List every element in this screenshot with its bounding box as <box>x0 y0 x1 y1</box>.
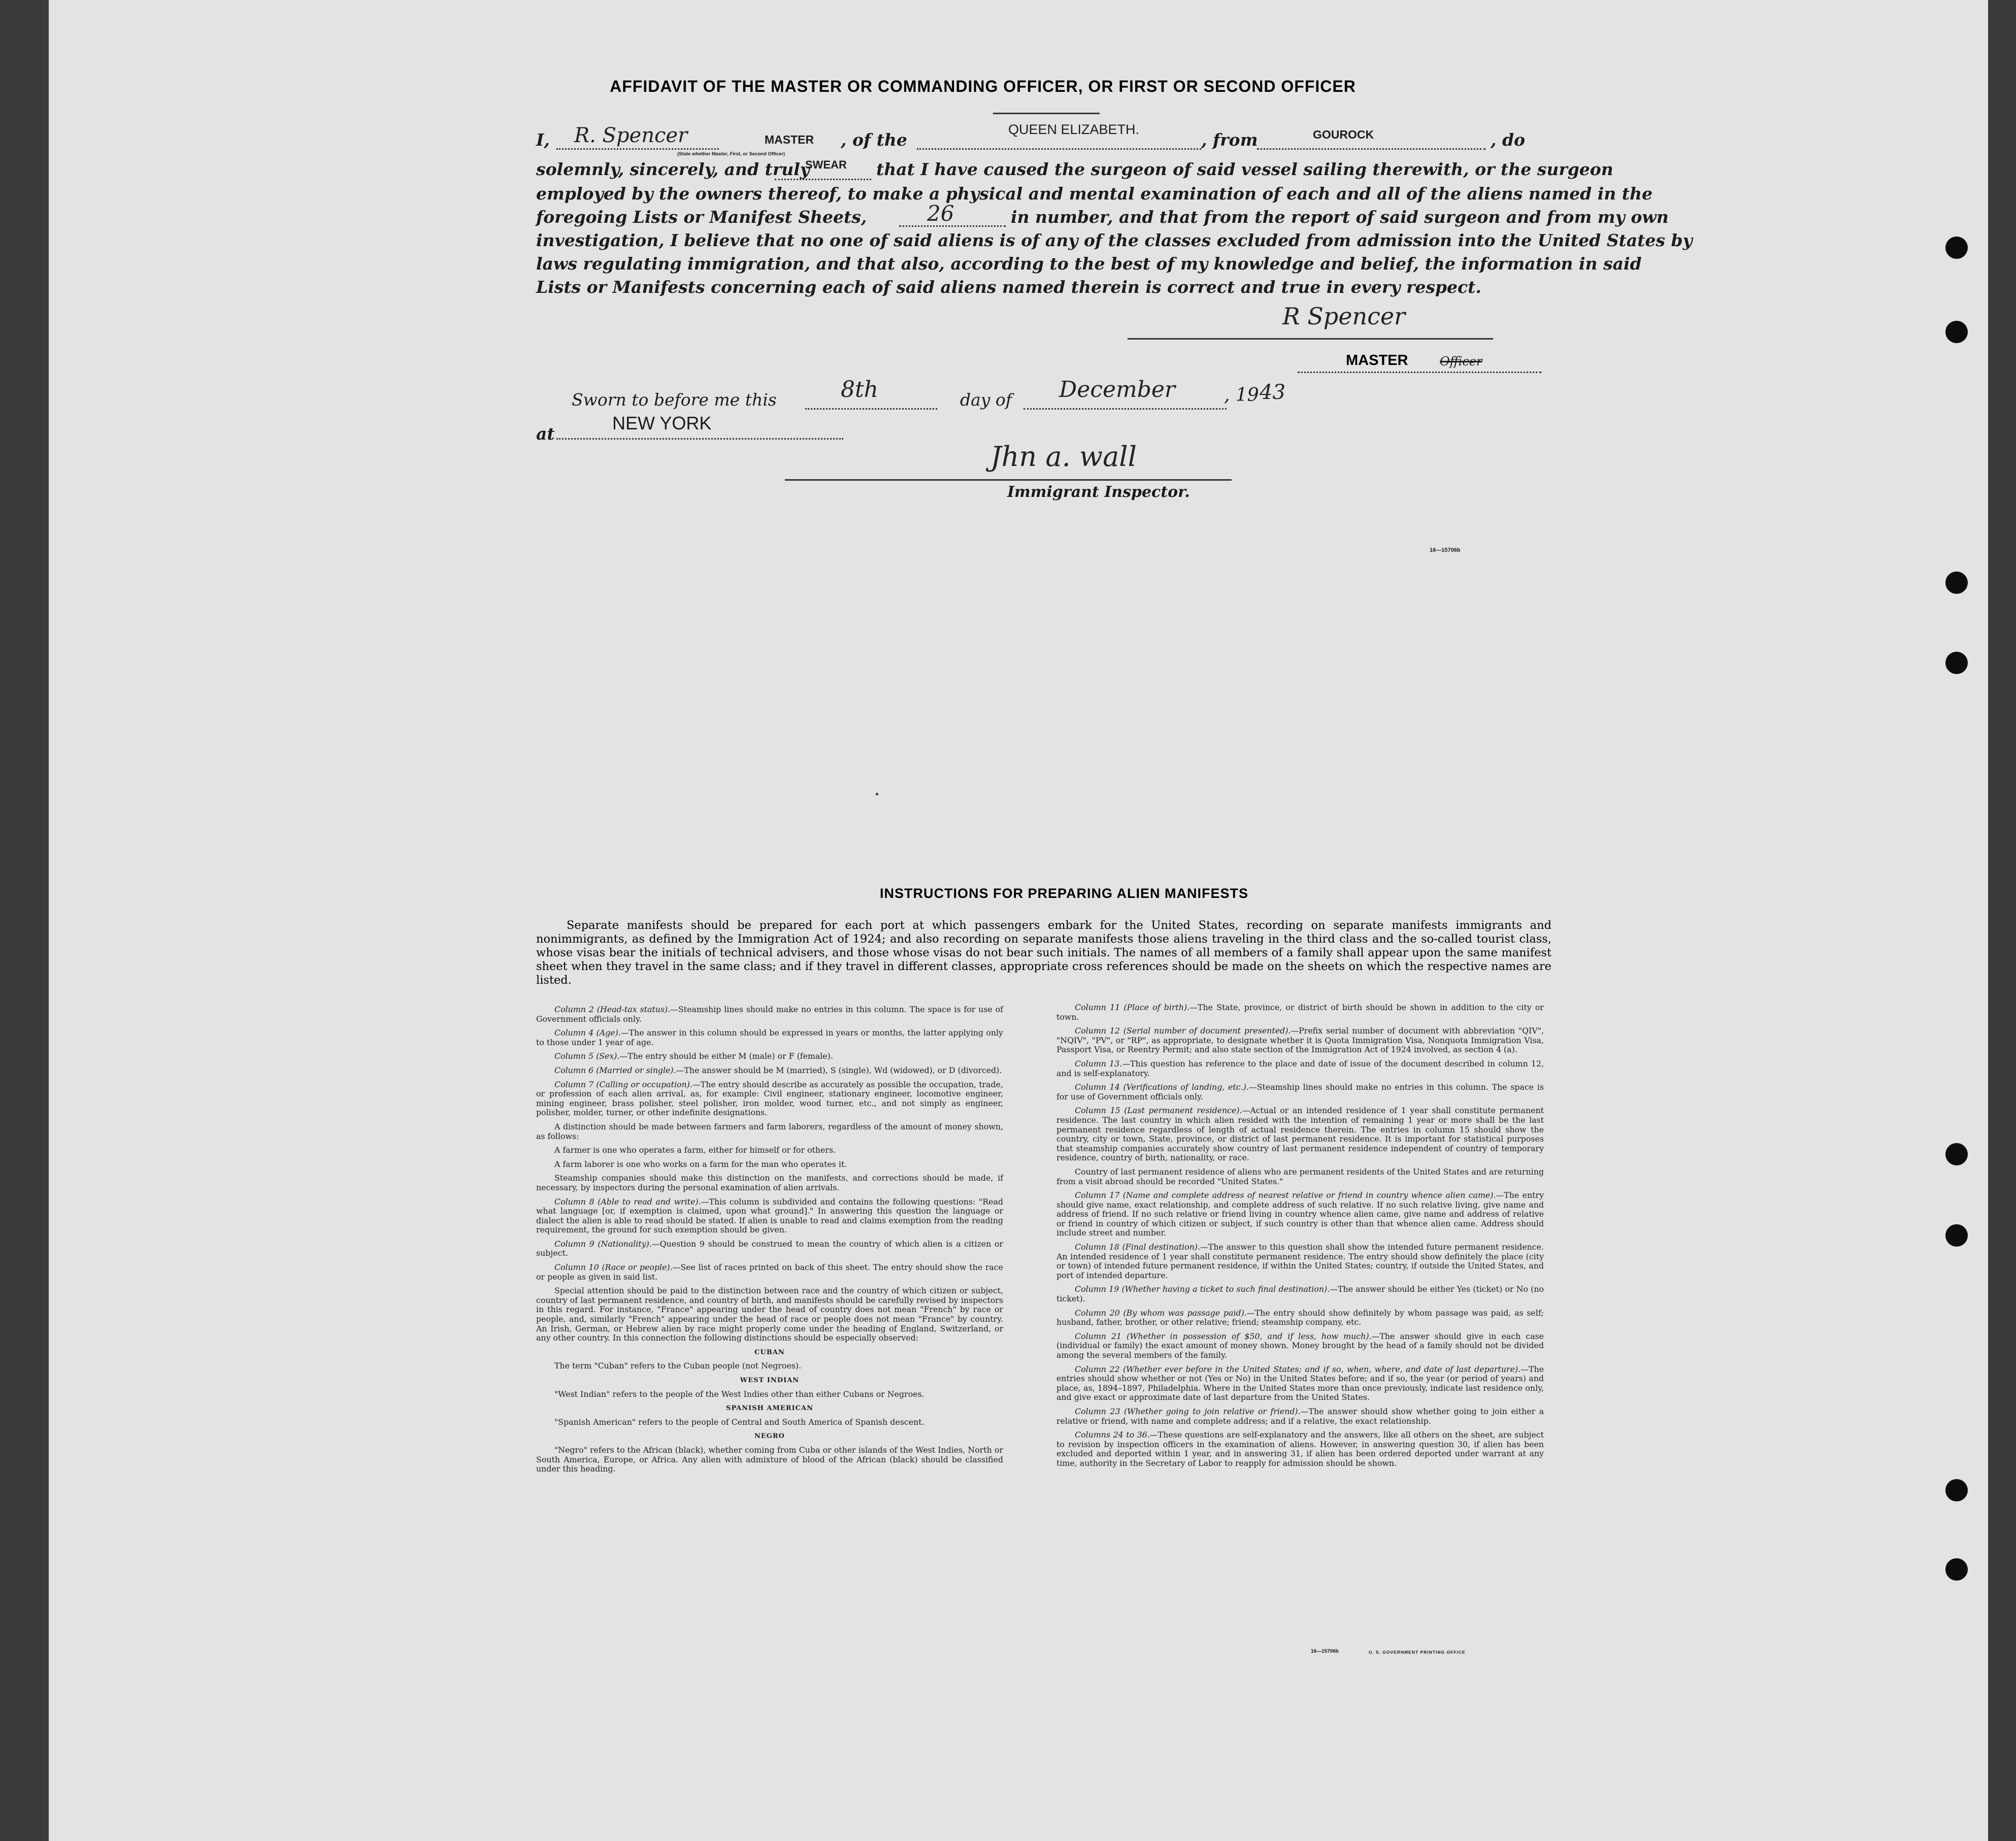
instruction-text: "West Indian" refers to the people of the West Indies other than either Cubans or Negroes. <box>554 1389 924 1399</box>
instruction-lead: Column 7 (Calling or occupation). <box>554 1079 692 1089</box>
instruction-paragraph <box>1056 1309 1544 1327</box>
master-name-handwritten: R. Spencer <box>574 124 688 147</box>
instruction-lead: Column 5 (Sex). <box>554 1051 620 1061</box>
instruction-text: —The entry should show definitely by whom passage was paid, as self; husband, father, brother, or other relative; friend; steamship company, etc. <box>1056 1308 1544 1327</box>
instruction-text: —This column is subdivided and contains the following questions: "Read what language [or, if exemption is claimed, upon what ground]." In answering this question the language or dialect the alien is able to read should be stated. If alien is unable to read and claims exemption from the reading requirement, the ground for such exemption should be given. <box>536 1196 1003 1235</box>
instruction-lead: Column 2 (Head-tax status). <box>554 1005 671 1014</box>
rank-field: MASTER <box>765 133 814 146</box>
title-rule <box>993 113 1100 114</box>
instruction-paragraph <box>536 1160 1003 1169</box>
instruction-text: Steamship companies should make this distinction on the manifests, and corrections should be made, if necessary, by inspectors during the personal examination of alien arrivals. <box>536 1173 1003 1192</box>
instruction-lead: Column 22 (Whether ever before in the United States; and if so, when, where, and date of last departure). <box>1075 1364 1521 1374</box>
place-line: at NEW YORK <box>536 414 1546 439</box>
instruction-paragraph <box>1056 1407 1544 1426</box>
instruction-lead: Column 12 (Serial number of document presented). <box>1075 1026 1291 1036</box>
affidavit-line-5: investigation, I believe that no one of said aliens is of any of the classes excluded from admission into the United States by <box>536 230 1693 250</box>
instruction-text: —The entries should show whether or not (Yes or No) in the United States before; and if so, the year (or period of years) and place, as, 1894–1897, Philadelphia. Where in the United States more than once previously, indicate last residence only, and give exact or approximate date of last departure from the United States. <box>1056 1364 1544 1402</box>
instruction-text: —Steamship lines should make no entries in this column. The space is for use of Government officials only. <box>536 1005 1003 1024</box>
instruction-text: The term "Cuban" refers to the Cuban people (not Negroes). <box>554 1361 802 1371</box>
inspector-signature: Jhn a. wall <box>990 441 1137 473</box>
place-field: NEW YORK <box>612 413 712 433</box>
year-handwritten: 43 <box>1260 381 1285 404</box>
instruction-paragraph <box>536 1052 1003 1061</box>
instructions-intro: Separate manifests should be prepared for each port at which passengers embark for the United States, recording on separate manifests immigrants and nonimmigrants, as defined by the Immigration Act of 1924; and also recording on separate manifests those aliens traveling in the third class and the so-called tourist class, whose visas bear the initials of technical advisers, and those whose visas do not bear such initials. The names of all members of a family shall appear upon the same manifest sheet when they travel in the same class; and if they travel in different classes, appropriate cross references should be made on the sheets on which the respective names are listed. <box>536 919 1551 987</box>
master-signature: R Spencer <box>1282 303 1406 330</box>
instruction-paragraph <box>1056 1003 1544 1022</box>
binder-hole <box>1945 1558 1968 1581</box>
instruction-paragraph <box>1056 1106 1544 1163</box>
instruction-lead: Column 6 (Married or single). <box>554 1065 676 1075</box>
instruction-paragraph <box>536 1286 1003 1343</box>
instruction-paragraph <box>536 1390 1003 1399</box>
affidavit-line-2: solemnly, sincerely, and truly SWEAR that I have caused the surgeon of said vessel sailing therewith, or the surgeon <box>536 158 1613 179</box>
signature-line <box>1128 338 1493 340</box>
instruction-text: A farm laborer is one who works on a farm for the man who operates it. <box>554 1159 847 1169</box>
binder-hole <box>1945 1224 1968 1247</box>
affidavit-line-6: laws regulating immigration, and that also, according to the best of my knowledge and belief, the information in said <box>536 254 1642 274</box>
instruction-text: —The answer should be either Yes (ticket) or No (no ticket). <box>1056 1284 1544 1304</box>
footer-printer: U. S. GOVERNMENT PRINTING OFFICE <box>1369 1650 1466 1655</box>
rank-note: (State whether Master, First, or Second Officer) <box>677 151 785 157</box>
section-heading: CUBAN <box>754 1348 785 1356</box>
instruction-paragraph <box>536 1263 1003 1282</box>
instruction-paragraph <box>1056 1332 1544 1360</box>
section-heading: NEGRO <box>754 1432 785 1441</box>
instruction-text: —The answer to this question shall show the intended future permanent residence. An intended residence of 1 year shall constitute permanent residence. The entry should show definitely the place (city or town) of intended future permanent residence, if within the United States; country, if outside the United States, and port of intended departure. <box>1056 1242 1544 1280</box>
instruction-paragraph <box>536 1080 1003 1118</box>
departure-port: GOUROCK <box>1313 128 1374 141</box>
instruction-lead: Column 4 (Age). <box>554 1028 621 1038</box>
form-number: 16—15706b <box>1430 547 1461 553</box>
instruction-paragraph <box>536 1028 1003 1047</box>
instruction-lead: Column 20 (By whom was passage paid). <box>1075 1308 1247 1318</box>
vessel-name: QUEEN ELIZABETH. <box>1008 122 1140 137</box>
instruction-text: —The answer should give in each case (individual or family) the exact amount of money shown. Money brought by the head of a family should not be divided among the several members of the family. <box>1056 1331 1544 1360</box>
instruction-lead: Column 18 (Final destination). <box>1075 1242 1200 1252</box>
instruction-paragraph <box>536 1418 1003 1427</box>
day-handwritten: 8th <box>841 377 879 403</box>
instruction-paragraph <box>536 1174 1003 1192</box>
instruction-paragraph <box>536 1361 1003 1371</box>
instruction-paragraph <box>536 1146 1003 1155</box>
instruction-paragraph <box>1056 1285 1544 1303</box>
instruction-text: —The answer should be M (married), S (single), Wd (widowed), or D (divorced). <box>676 1065 1002 1075</box>
instruction-lead: Column 10 (Race or people). <box>554 1262 673 1273</box>
instruction-paragraph <box>1056 1365 1544 1402</box>
instruction-lead: Column 8 (Able to read and write). <box>554 1196 701 1207</box>
instructions-title: INSTRUCTIONS FOR PREPARING ALIEN MANIFESTS <box>879 886 1249 901</box>
instruction-text: —These questions are self-explanatory and the answers, like all others on the sheet, are subject to revision by inspection officers in the examination of aliens. However, in answering question 30, if alien has been excluded and deported within 1 year, and in answering 31, if alien has been ordered deported under warrant at any time, authority in the Secretary of Labor to reapply for admission should be shown. <box>1056 1430 1544 1468</box>
instruction-text: —The entry should describe as accurately as possible the occupation, trade, or profession of each alien arrival, as, for example: Civil engineer, stationary engineer, locomotive engineer, mining engineer, brass polisher, steel polisher, iron molder, wood turner, etc., and not simply as engineer, polisher, molder, turner, or other indefinite designations. <box>536 1079 1003 1118</box>
instruction-paragraph <box>536 1240 1003 1258</box>
instruction-paragraph <box>1056 1083 1544 1101</box>
affidavit-line-1: I, R. Spencer MASTER (State whether Master, First, or Second Officer) , of the QUEEN ELIZABETH. , from GOUROCK , do <box>536 122 1526 157</box>
instruction-lead: Column 14 (Verifications of landing, etc.). <box>1075 1082 1249 1092</box>
instruction-text: "Spanish American" refers to the people of Central and South America of Spanish descent. <box>554 1417 924 1427</box>
instruction-paragraph <box>1056 1167 1544 1186</box>
instruction-text: —Steamship lines should make no entries in this column. The space is for use of Government officials only. <box>1056 1082 1544 1101</box>
instruction-text: —Question 9 should be construed to mean the country of which alien is a citizen or subject. <box>536 1239 1003 1258</box>
struck-officer-word: Officer <box>1440 354 1482 369</box>
binder-hole <box>1945 572 1968 594</box>
month-handwritten: December <box>1059 377 1175 403</box>
instruction-text: —See list of races printed on back of this sheet. The entry should show the race or people as given in said list. <box>536 1262 1003 1282</box>
instruction-paragraph <box>1056 1430 1544 1468</box>
section-heading: SPANISH AMERICAN <box>725 1404 814 1413</box>
affidavit-line-7: Lists or Manifests concerning each of said aliens named therein is correct and true in every respect. <box>536 277 1481 297</box>
manifest-page <box>49 0 1988 1841</box>
instruction-paragraph <box>536 1005 1003 1024</box>
instruction-lead: Column 19 (Whether having a ticket to such final destination). <box>1075 1284 1330 1294</box>
instruction-text: A distinction should be made between farmers and farm laborers, regardless of the amount of money shown, as follows: <box>536 1121 1003 1141</box>
instruction-text: "Negro" refers to the African (black), whether coming from Cuba or other islands of the West Indies, North or South America, Europe, or Africa. Any alien with admixture of blood of the African (black) should be classified under this heading. <box>536 1445 1003 1474</box>
affidavit-line-4: foregoing Lists or Manifest Sheets, 26 in number, and that from the report of said surgeon and from my own <box>536 201 1669 227</box>
instruction-paragraph <box>536 1197 1003 1235</box>
instruction-lead: Columns 24 to 36. <box>1075 1430 1150 1440</box>
instruction-paragraph <box>1056 1026 1544 1055</box>
instruction-lead: Column 17 (Name and complete address of nearest relative or friend in country whence alien came). <box>1075 1190 1496 1200</box>
instruction-text: Special attention should be paid to the distinction between race and the country of which citizen or subject, country of last permanent residence, and country of birth, and manifests should be carefully revised by inspectors in this regard. For instance, "France" appearing under the head of country does not mean "French" by race or people, and, similarly "French" appearing under the head of race or people does not mean "France" by country. An Irish, German, or Hebrew alien by race might properly come under the heading of England, Switzerland, or any other country. In this connection the following distinctions should be especially observed: <box>536 1286 1003 1343</box>
footer-form-number: 16—15706b <box>1311 1649 1339 1654</box>
instruction-paragraph <box>1056 1243 1544 1280</box>
binder-hole <box>1945 652 1968 674</box>
section-heading: WEST INDIAN <box>740 1377 800 1384</box>
instruction-lead: Column 15 (Last permanent residence). <box>1075 1106 1242 1116</box>
binder-hole <box>1945 1143 1968 1165</box>
instructions-left-column <box>536 1005 1003 1479</box>
instruction-paragraph <box>536 1066 1003 1076</box>
instruction-paragraph <box>1056 1059 1544 1078</box>
binder-hole <box>1945 1479 1968 1501</box>
instruction-lead: Column 11 (Place of birth). <box>1075 1002 1190 1012</box>
instruction-paragraph <box>1056 1191 1544 1238</box>
instruction-lead: Column 9 (Nationality). <box>554 1239 652 1249</box>
instruction-text: Country of last permanent residence of aliens who are permanent residents of the United States and are returning from a visit abroad should be recorded "United States." <box>1056 1166 1544 1186</box>
instruction-paragraph <box>536 1122 1003 1141</box>
instruction-paragraph <box>536 1446 1003 1474</box>
binder-hole <box>1945 237 1968 259</box>
signature-title: MASTER <box>1346 352 1408 369</box>
inspector-title: Immigrant Inspector. <box>1007 483 1190 501</box>
instruction-lead: Column 21 (Whether in possession of $50, and if less, how much). <box>1075 1331 1372 1341</box>
instruction-text: —Prefix serial number of document with abbreviation "QIV", "NQIV", "PV", or "RP", as appropriate, to designate whether it is Quota Immigration Visa, Nonquota Immigration Visa, Passport Visa, or Reentry Permit; and also state section of the Immigration Act of 1924 involved, as section 4 (a). <box>1056 1026 1544 1055</box>
inspector-signature-line <box>785 479 1232 481</box>
instruction-text: —The answer should show whether going to join either a relative or friend, with name and complete address; and if a relative, the exact relationship. <box>1056 1406 1544 1426</box>
instructions-right-column <box>1056 1003 1544 1473</box>
sheet-count-handwritten: 26 <box>927 201 954 226</box>
instruction-lead: Column 23 (Whether going to join relative or friend). <box>1075 1406 1301 1416</box>
instruction-text: —Actual or an intended residence of 1 year shall constitute permanent residence. The last country in which alien resided with the intention of remaining 1 year or more shall be the last permanent residence regardless of length of actual residence therein. The entries in column 15 should show the country, city or town, State, province, or district of last permanent residence. It is important for statistical purposes that steamship companies accurately show country of last permanent residence independent of country of temporary residence, country of birth, nationality, or race. <box>1056 1106 1544 1163</box>
instruction-text: —The entry should be either M (male) or F (female). <box>619 1051 833 1061</box>
instruction-lead: Column 13. <box>1075 1058 1122 1068</box>
oath-field: SWEAR <box>805 158 847 171</box>
binder-hole <box>1945 321 1968 343</box>
instruction-text: —This question has reference to the place and date of issue of the document described in column 12, and is self-explanatory. <box>1056 1058 1544 1078</box>
instruction-text: —The answer in this column should be expressed in years or months, the latter applying only to those under 1 year of age. <box>536 1028 1003 1047</box>
affidavit-title: AFFIDAVIT OF THE MASTER OR COMMANDING OFFICER, OR FIRST OR SECOND OFFICER <box>610 77 1356 95</box>
instruction-text: —The entry should give name, exact relationship, and complete address of such relative. If no such relative living, give name and address of friend. If no such relative or friend living in country whence alien came, give name and address of relative or friend in country of which citizen or subject, if such country is other than that whence alien came. Address should include street and number. <box>1056 1190 1544 1238</box>
affidavit-line-3: employed by the owners thereof, to make a physical and mental examination of each and all of the aliens named in the <box>536 184 1653 204</box>
sworn-line: Sworn to before me this 8th day of December , 19 43 <box>572 377 1285 410</box>
instruction-text: —The State, province, or district of birth should be shown in addition to the city or town. <box>1056 1002 1544 1022</box>
instruction-text: A farmer is one who operates a farm, either for himself or for others. <box>554 1145 836 1155</box>
